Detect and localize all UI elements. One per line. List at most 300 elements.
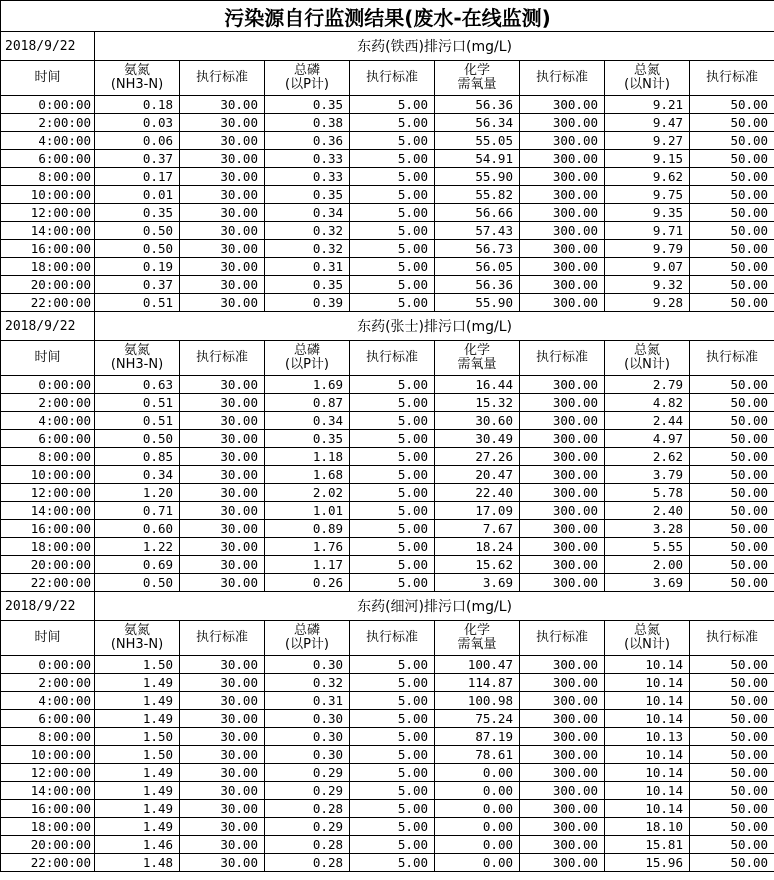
table-cell: 50.00 [690,764,774,782]
table-cell: 27.26 [435,448,520,466]
table-cell: 50.00 [690,656,774,674]
table-cell: 30.00 [180,168,265,186]
table-cell: 5.00 [350,132,435,150]
table-cell: 300.00 [520,150,605,168]
table-cell: 50.00 [690,430,774,448]
table-cell: 78.61 [435,746,520,764]
header-time: 时间 [1,61,95,96]
table-cell: 5.00 [350,276,435,294]
table-cell: 1.18 [265,448,350,466]
table-row [1,466,774,484]
table-row [1,818,774,836]
table-cell: 0.37 [95,150,180,168]
header-ammonia-line1: 氨氮 [123,623,150,638]
table-cell: 9.15 [605,150,690,168]
table-cell: 5.00 [350,412,435,430]
table-cell: 5.00 [350,258,435,276]
table-cell: 22.40 [435,484,520,502]
header-ammonia-standard: 执行标准 [180,621,265,656]
table-row [1,114,774,132]
table-cell: 22:00:00 [1,574,95,592]
header-ammonia-line1: 氨氮 [123,343,150,358]
table-cell: 10.14 [605,656,690,674]
table-cell: 300.00 [520,484,605,502]
table-row [1,692,774,710]
table-cell: 55.90 [435,294,520,312]
outlet-name: 东药(铁西)排污口(mg/L) [95,32,774,61]
table-cell: 4.82 [605,394,690,412]
table-cell: 5.00 [350,818,435,836]
table-cell: 5.00 [350,376,435,394]
header-cod-line2: 需氧量 [457,77,497,92]
table-cell: 0.30 [265,710,350,728]
table-cell: 300.00 [520,376,605,394]
header-total-nitrogen-line2: (以N计) [624,77,670,92]
table-cell: 300.00 [520,574,605,592]
table-cell: 30.00 [180,276,265,294]
table-cell: 55.05 [435,132,520,150]
header-total-phosphorus-line1: 总磷 [293,623,320,638]
column-header-row [1,61,774,96]
table-cell: 57.43 [435,222,520,240]
table-cell: 18.10 [605,818,690,836]
table-row [1,836,774,854]
table-cell: 5.00 [350,574,435,592]
table-cell: 30.00 [180,294,265,312]
table-cell: 12:00:00 [1,764,95,782]
table-cell: 0.34 [265,412,350,430]
table-cell: 2.02 [265,484,350,502]
table-cell: 4:00:00 [1,412,95,430]
table-cell: 1.49 [95,764,180,782]
table-cell: 50.00 [690,376,774,394]
table-cell: 0.00 [435,818,520,836]
table-cell: 50.00 [690,818,774,836]
table-cell: 30.00 [180,394,265,412]
table-cell: 50.00 [690,258,774,276]
table-cell: 5.00 [350,484,435,502]
table-cell: 0.31 [265,258,350,276]
table-cell: 10.14 [605,764,690,782]
table-cell: 5.00 [350,556,435,574]
table-cell: 300.00 [520,746,605,764]
table-cell: 5.00 [350,394,435,412]
table-cell: 12:00:00 [1,204,95,222]
table-cell: 5.00 [350,150,435,168]
table-cell: 50.00 [690,240,774,258]
table-cell: 10.14 [605,710,690,728]
table-cell: 30.00 [180,692,265,710]
table-cell: 4.97 [605,430,690,448]
table-cell: 7.67 [435,520,520,538]
table-cell: 9.28 [605,294,690,312]
table-cell: 0.50 [95,240,180,258]
table-cell: 16:00:00 [1,520,95,538]
table-cell: 15.32 [435,394,520,412]
table-cell: 0.35 [265,96,350,114]
page-title: 污染源自行监测结果(废水-在线监测) [1,1,774,32]
header-total-nitrogen-line1: 总氮 [633,343,660,358]
table-cell: 0.50 [95,222,180,240]
table-cell: 0.06 [95,132,180,150]
table-cell: 30.00 [180,746,265,764]
table-row [1,502,774,520]
table-cell: 0.00 [435,800,520,818]
table-cell: 0.32 [265,674,350,692]
table-row [1,394,774,412]
table-cell: 1.76 [265,538,350,556]
table-cell: 5.00 [350,186,435,204]
header-total-nitrogen-line2: (以N计) [624,357,670,372]
table-cell: 30.00 [180,132,265,150]
header-cod [435,621,520,656]
table-cell: 0.69 [95,556,180,574]
table-cell: 8:00:00 [1,448,95,466]
table-cell: 56.66 [435,204,520,222]
table-cell: 10:00:00 [1,466,95,484]
table-cell: 3.69 [605,574,690,592]
table-cell: 0:00:00 [1,376,95,394]
header-cod-standard: 执行标准 [520,61,605,96]
table-cell: 18:00:00 [1,258,95,276]
table-cell: 8:00:00 [1,728,95,746]
table-cell: 5.00 [350,538,435,556]
table-cell: 1.49 [95,800,180,818]
table-cell: 20:00:00 [1,276,95,294]
table-cell: 3.79 [605,466,690,484]
table-cell: 20:00:00 [1,556,95,574]
table-row [1,538,774,556]
table-cell: 1.22 [95,538,180,556]
header-total-phosphorus-line2: (以P计) [285,77,329,92]
table-cell: 300.00 [520,204,605,222]
table-cell: 15.62 [435,556,520,574]
outlet-name: 东药(细河)排污口(mg/L) [95,592,774,621]
section-header [1,592,774,621]
table-cell: 0.71 [95,502,180,520]
table-cell: 30.00 [180,836,265,854]
header-cod-line1: 化学 [463,63,490,78]
table-cell: 100.98 [435,692,520,710]
table-cell: 0.85 [95,448,180,466]
table-cell: 50.00 [690,746,774,764]
table-row [1,854,774,872]
header-total-nitrogen-line1: 总氮 [633,63,660,78]
table-cell: 300.00 [520,854,605,872]
table-cell: 50.00 [690,692,774,710]
table-cell: 2.62 [605,448,690,466]
table-cell: 1.17 [265,556,350,574]
header-total-nitrogen-line2: (以N计) [624,637,670,652]
table-cell: 50.00 [690,394,774,412]
table-cell: 5.78 [605,484,690,502]
table-cell: 30.00 [180,854,265,872]
header-cod-standard: 执行标准 [520,621,605,656]
table-cell: 20.47 [435,466,520,484]
table-cell: 300.00 [520,466,605,484]
table-cell: 50.00 [690,150,774,168]
table-cell: 0.89 [265,520,350,538]
table-cell: 20:00:00 [1,836,95,854]
outlet-name: 东药(张士)排污口(mg/L) [95,312,774,341]
table-cell: 30.00 [180,240,265,258]
table-cell: 30.00 [180,656,265,674]
header-total-phosphorus [265,621,350,656]
table-cell: 0:00:00 [1,656,95,674]
table-cell: 30.00 [180,764,265,782]
table-cell: 14:00:00 [1,502,95,520]
table-cell: 30.00 [180,412,265,430]
table-cell: 6:00:00 [1,710,95,728]
header-time: 时间 [1,341,95,376]
table-cell: 50.00 [690,782,774,800]
table-cell: 300.00 [520,710,605,728]
table-cell: 5.00 [350,294,435,312]
header-total-nitrogen-line1: 总氮 [633,623,660,638]
table-cell: 50.00 [690,114,774,132]
section-date: 2018/9/22 [1,592,95,621]
table-cell: 18:00:00 [1,818,95,836]
table-cell: 5.00 [350,692,435,710]
table-cell: 2.40 [605,502,690,520]
table-cell: 30.00 [180,258,265,276]
header-cod-line1: 化学 [463,623,490,638]
table-cell: 300.00 [520,394,605,412]
table-cell: 1.49 [95,818,180,836]
table-cell: 2:00:00 [1,674,95,692]
table-cell: 0.35 [265,430,350,448]
table-cell: 100.47 [435,656,520,674]
table-cell: 300.00 [520,656,605,674]
table-cell: 5.55 [605,538,690,556]
table-row [1,746,774,764]
table-cell: 0.35 [265,276,350,294]
table-row [1,782,774,800]
table-cell: 10.14 [605,782,690,800]
table-cell: 5.00 [350,96,435,114]
table-cell: 300.00 [520,728,605,746]
table-cell: 30.00 [180,800,265,818]
column-header-row [1,621,774,656]
table-row [1,574,774,592]
table-cell: 30.00 [180,484,265,502]
table-cell: 0.34 [95,466,180,484]
table-cell: 0.28 [265,800,350,818]
table-cell: 30.00 [180,710,265,728]
table-row [1,132,774,150]
table-cell: 0.39 [265,294,350,312]
table-cell: 1.49 [95,692,180,710]
table-cell: 0.29 [265,782,350,800]
table-row [1,222,774,240]
table-cell: 5.00 [350,222,435,240]
table-cell: 50.00 [690,728,774,746]
table-cell: 50.00 [690,294,774,312]
table-cell: 10.14 [605,746,690,764]
table-cell: 1.49 [95,710,180,728]
table-cell: 18.24 [435,538,520,556]
table-cell: 5.00 [350,728,435,746]
table-cell: 300.00 [520,764,605,782]
table-cell: 0.17 [95,168,180,186]
table-cell: 1.49 [95,674,180,692]
table-cell: 0.29 [265,818,350,836]
header-tn-standard: 执行标准 [690,341,774,376]
table-cell: 300.00 [520,168,605,186]
table-row [1,484,774,502]
table-cell: 30.00 [180,222,265,240]
section-header [1,312,774,341]
table-cell: 0.51 [95,394,180,412]
section-header [1,32,774,61]
table-cell: 50.00 [690,538,774,556]
table-row [1,656,774,674]
table-cell: 5.00 [350,854,435,872]
table-row [1,674,774,692]
table-cell: 30.00 [180,114,265,132]
table-cell: 300.00 [520,96,605,114]
header-total-phosphorus-line2: (以P计) [285,357,329,372]
table-cell: 55.90 [435,168,520,186]
table-cell: 56.05 [435,258,520,276]
header-tn-standard: 执行标准 [690,621,774,656]
table-row [1,258,774,276]
table-row [1,412,774,430]
table-cell: 50.00 [690,854,774,872]
header-time: 时间 [1,621,95,656]
table-cell: 54.91 [435,150,520,168]
table-cell: 50.00 [690,800,774,818]
header-ammonia-line2: (NH3-N) [110,357,164,372]
table-cell: 0.00 [435,782,520,800]
table-cell: 30.00 [180,150,265,168]
table-cell: 300.00 [520,240,605,258]
header-ammonia-line2: (NH3-N) [110,77,164,92]
table-cell: 1.01 [265,502,350,520]
header-total-phosphorus [265,341,350,376]
table-cell: 300.00 [520,276,605,294]
table-cell: 0.00 [435,836,520,854]
table-cell: 300.00 [520,818,605,836]
table-cell: 0.31 [265,692,350,710]
table-cell: 0.30 [265,746,350,764]
table-cell: 30.00 [180,728,265,746]
table-cell: 30.00 [180,502,265,520]
table-cell: 2.44 [605,412,690,430]
header-tn-standard: 执行标准 [690,61,774,96]
table-cell: 1.68 [265,466,350,484]
table-cell: 1.50 [95,656,180,674]
table-cell: 30.00 [180,574,265,592]
table-cell: 56.36 [435,276,520,294]
table-cell: 5.00 [350,674,435,692]
header-total-nitrogen [605,61,690,96]
table-cell: 300.00 [520,430,605,448]
table-cell: 1.50 [95,728,180,746]
table-cell: 0.51 [95,294,180,312]
header-cod [435,61,520,96]
table-cell: 56.34 [435,114,520,132]
table-cell: 0.03 [95,114,180,132]
table-cell: 9.71 [605,222,690,240]
table-cell: 50.00 [690,186,774,204]
header-ammonia-line1: 氨氮 [123,63,150,78]
table-cell: 0.30 [265,656,350,674]
table-cell: 300.00 [520,836,605,854]
table-cell: 5.00 [350,764,435,782]
table-cell: 0.37 [95,276,180,294]
table-cell: 10.14 [605,800,690,818]
table-cell: 0.51 [95,412,180,430]
table-cell: 0.00 [435,764,520,782]
table-cell: 9.75 [605,186,690,204]
table-row [1,294,774,312]
table-cell: 0.33 [265,168,350,186]
table-cell: 5.00 [350,466,435,484]
table-cell: 300.00 [520,294,605,312]
table-cell: 9.32 [605,276,690,294]
table-cell: 300.00 [520,502,605,520]
table-cell: 300.00 [520,132,605,150]
table-cell: 16:00:00 [1,240,95,258]
header-ammonia [95,621,180,656]
table-cell: 10:00:00 [1,186,95,204]
table-cell: 30.00 [180,674,265,692]
table-cell: 10.13 [605,728,690,746]
header-total-phosphorus-line1: 总磷 [293,343,320,358]
table-cell: 0.35 [95,204,180,222]
table-cell: 3.69 [435,574,520,592]
table-cell: 0.34 [265,204,350,222]
table-cell: 16.44 [435,376,520,394]
table-row [1,448,774,466]
table-cell: 300.00 [520,538,605,556]
table-cell: 0.50 [95,574,180,592]
column-header-row [1,341,774,376]
table-cell: 50.00 [690,574,774,592]
table-cell: 3.28 [605,520,690,538]
table-cell: 50.00 [690,132,774,150]
table-cell: 50.00 [690,96,774,114]
header-ammonia-standard: 执行标准 [180,61,265,96]
section-date: 2018/9/22 [1,32,95,61]
table-cell: 0.32 [265,222,350,240]
table-cell: 10.14 [605,674,690,692]
table-cell: 30.00 [180,430,265,448]
table-cell: 1.69 [265,376,350,394]
table-cell: 50.00 [690,502,774,520]
table-cell: 300.00 [520,412,605,430]
table-cell: 1.50 [95,746,180,764]
table-cell: 300.00 [520,258,605,276]
table-cell: 0.26 [265,574,350,592]
table-cell: 30.00 [180,520,265,538]
table-cell: 30.00 [180,186,265,204]
table-cell: 2:00:00 [1,394,95,412]
table-cell: 0.28 [265,854,350,872]
table-cell: 56.73 [435,240,520,258]
header-cod-line2: 需氧量 [457,357,497,372]
table-cell: 30.00 [180,204,265,222]
table-cell: 4:00:00 [1,692,95,710]
table-cell: 0:00:00 [1,96,95,114]
header-total-nitrogen [605,341,690,376]
table-cell: 10.14 [605,692,690,710]
table-cell: 30.00 [180,538,265,556]
table-cell: 2:00:00 [1,114,95,132]
header-tp-standard: 执行标准 [350,61,435,96]
header-ammonia [95,61,180,96]
